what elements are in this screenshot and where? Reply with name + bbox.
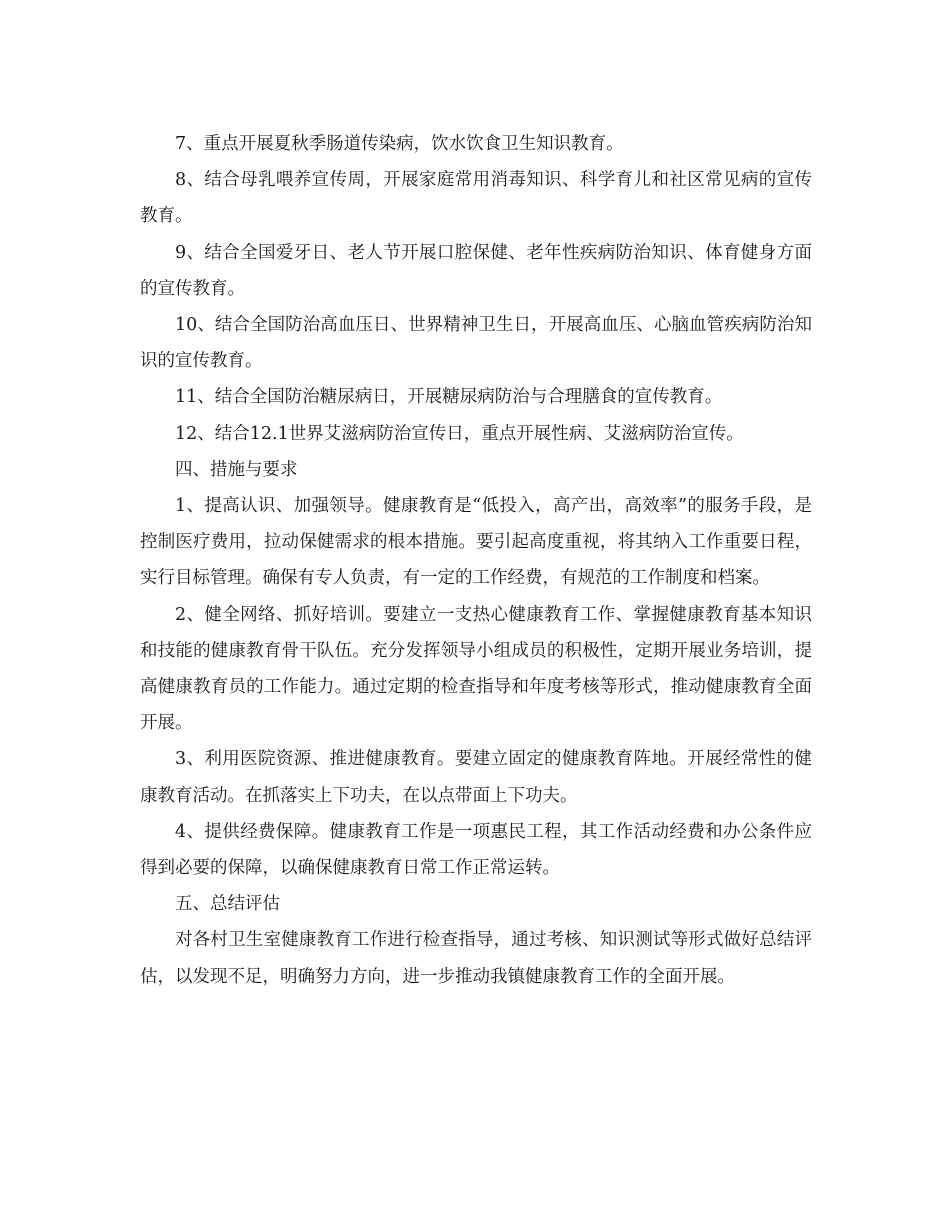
document-body [140, 126, 812, 995]
measure-item-4: 4、提供经费保障。健康教育工作是一项惠民工程，其工作活动经费和办公条件应得到必要的保障，以确保健康教育日常工作正常运转。 [140, 821, 812, 879]
measure-item-3: 3、利用医院资源、推进健康教育。要建立固定的健康教育阵地。开展经常性的健康教育活动。在抓落实上下功夫，在以点带面上下功夫。 [140, 749, 812, 806]
paragraph-item-10: 10、结合全国防治高血压日、世界精神卫生日，开展高血压、心脑血管疾病防治知识的宣传教育。 [140, 315, 812, 372]
paragraph-item-9: 9、结合全国爱牙日、老人节开展口腔保健、老年性疾病防治知识、体育健身方面的宣传教育。 [140, 242, 812, 299]
paragraph-item-7: 7、重点开展夏秋季肠道传染病，饮水饮食卫生知识教育。 [175, 134, 624, 154]
paragraph-item-12: 12、结合12.1世界艾滋病防治宣传日，重点开展性病、艾滋病防治宣传。 [175, 423, 744, 444]
section-heading-measures: 四、措施与要求 [175, 459, 298, 480]
paragraph-item-8: 8、结合母乳喂养宣传周，开展家庭常用消毒知识、科学育儿和社区常见病的宣传教育。 [140, 170, 812, 227]
measure-item-2: 2、健全网络、抓好培训。要建立一支热心健康教育工作、掌握健康教育基本知识和技能的健康教育骨干队伍。充分发挥领导小组成员的积极性，定期开展业务培训，提高健康教育员的工作能力。通过定期的检查指导和年度考核等形式，推动健康教育全面开展。 [140, 604, 812, 734]
measure-item-1: 1、提高认识、加强领导。健康教育是“低投入，高产出，高效率”的服务手段，是控制医疗费用，拉动保健需求的根本措施。要引起高度重视，将其纳入工作重要日程，实行目标管理。确保有专人负责，有一定的工作经费，有规范的工作制度和档案。 [140, 496, 812, 589]
section-heading-evaluation: 五、总结评估 [175, 894, 280, 915]
paragraph-item-11: 11、结合全国防治糖尿病日，开展糖尿病防治与合理膳食的宣传教育。 [175, 387, 723, 408]
evaluation-paragraph: 对各村卫生室健康教育工作进行检查指导，通过考核、知识测试等形式做好总结评估，以发现不足，明确努力方向，进一步推动我镇健康教育工作的全面开展。 [140, 930, 812, 987]
